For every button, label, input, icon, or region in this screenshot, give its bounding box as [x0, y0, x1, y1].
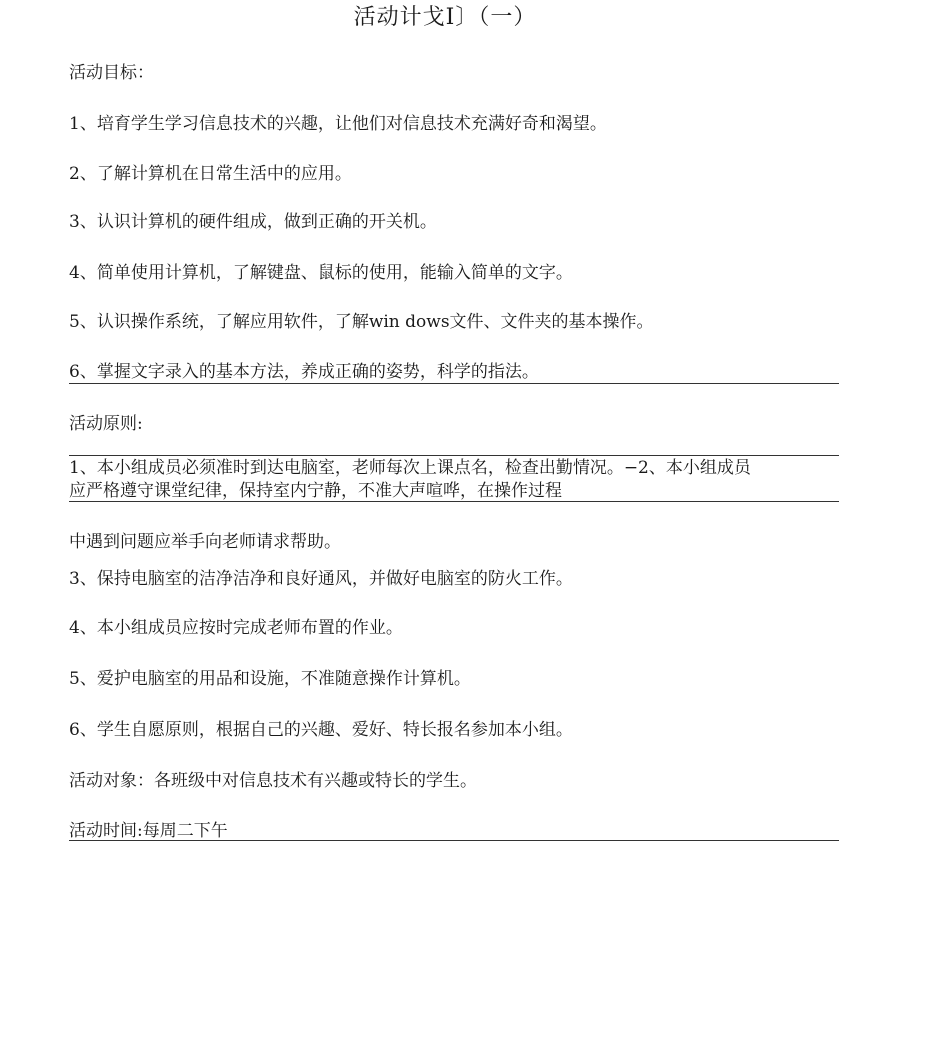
goal-item-3: 3、认识计算机的硬件组成，做到正确的开关机。: [69, 212, 437, 232]
goal-item-4: 4、简单使用计算机，了解键盘、鼠标的使用，能输入简单的文字。: [69, 263, 573, 283]
principle-item-1-line-3: 中遇到问题应举手向老师请求帮助。: [69, 532, 341, 552]
divider-rule: [69, 840, 839, 841]
principle-item-6: 6、学生自愿原则，根据自己的兴趣、爱好、特长报名参加本小组。: [69, 720, 573, 740]
goal-item-5: 5、认识操作系统，了解应用软件，了解win dows文件、文件夹的基本操作。: [69, 312, 654, 332]
divider-rule: [69, 455, 839, 456]
principle-item-3: 3、保持电脑室的洁净洁净和良好通风，并做好电脑室的防火工作。: [69, 569, 573, 589]
goals-heading: 活动目标：: [69, 63, 154, 83]
activity-time: 活动时间:每周二下午: [69, 821, 228, 841]
goal-item-6: 6、掌握文字录入的基本方法，养成正确的姿势，科学的指法。: [69, 362, 539, 382]
divider-rule: [69, 501, 839, 502]
principle-item-5: 5、爱护电脑室的用品和设施，不准随意操作计算机。: [69, 669, 471, 689]
goal-item-2: 2、了解计算机在日常生活中的应用。: [69, 164, 352, 184]
page-title: 活动计戈I〕（一）: [353, 5, 537, 30]
divider-rule: [69, 383, 839, 384]
goal-item-1: 1、培育学生学习信息技术的兴趣，让他们对信息技术充满好奇和渴望。: [69, 114, 607, 134]
principle-item-4: 4、本小组成员应按时完成老师布置的作业。: [69, 618, 403, 638]
principles-heading: 活动原则:: [69, 414, 143, 434]
activity-target: 活动对象：各班级中对信息技术有兴趣或特长的学生。: [69, 771, 477, 791]
principle-item-1-line-2: 应严格遵守课堂纪律，保持室内宁静，不准大声喧哗，在操作过程: [69, 481, 562, 501]
principle-item-1-line-1: 1、本小组成员必须准时到达电脑室，老师每次上课点名，检查出勤情况。−2、本小组成员: [69, 458, 751, 478]
